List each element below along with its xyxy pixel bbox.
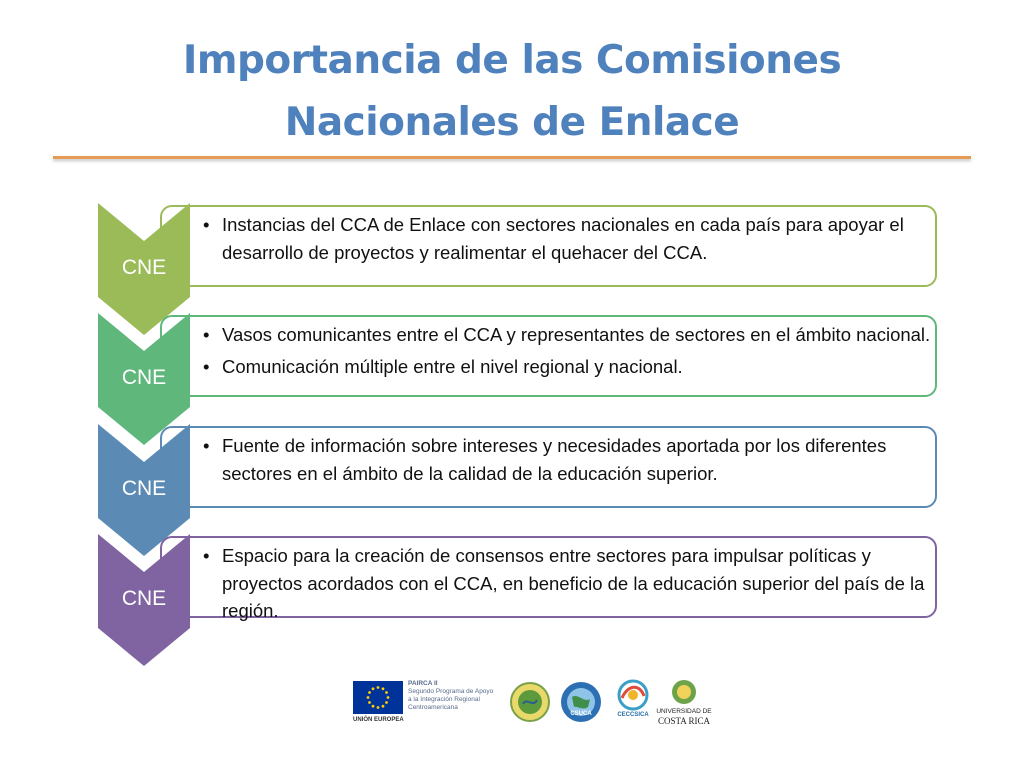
step-2-text-box bbox=[160, 315, 937, 397]
step-3-bullet-1 bbox=[198, 432, 938, 487]
step-1-bullet-1 bbox=[198, 211, 938, 266]
step-1-label: CNE bbox=[121, 256, 167, 279]
slide-title bbox=[0, 30, 1024, 154]
slide-title-line-1: Importancia de las Comisiones bbox=[182, 38, 842, 83]
pairca-line-2: Segundo Programa de Apoyo bbox=[408, 688, 494, 695]
ucr-line-2: COSTA RICA bbox=[657, 716, 711, 726]
step-2-bullet-2-text: Comunicación múltiple entre el nivel regional y nacional. bbox=[222, 355, 683, 377]
step-2-bullet-2 bbox=[198, 353, 938, 381]
step-2-bullet-list bbox=[198, 321, 938, 384]
csuca-logo bbox=[560, 681, 602, 723]
ceccsica-logo bbox=[610, 678, 656, 728]
step-4-label: CNE bbox=[121, 587, 167, 610]
step-1-text-box bbox=[160, 205, 937, 287]
step-1-bullet-list bbox=[198, 211, 938, 270]
footer-logos bbox=[352, 676, 714, 730]
step-4-bullet-list bbox=[198, 542, 938, 629]
eu-stars-icon bbox=[353, 681, 403, 714]
step-4-text-box bbox=[160, 536, 937, 621]
step-2-bullet-1-text: Vasos comunicantes entre el CCA y representantes de sectores en el ámbito nacional. bbox=[222, 324, 931, 345]
step-3-bullet-1-text: Fuente de información sobre intereses y necesidades aportada por los diferentes sectores en el ámbito de la calidad de la educación superior. bbox=[222, 435, 887, 484]
step-4-bullet-1-text: Espacio para la creación de consensos entre sectores para impulsar políticas y proyectos acordados con el CCA, en beneficio de la educación superior del país de la región. bbox=[222, 545, 925, 621]
title-underline bbox=[53, 156, 971, 159]
ucr-line-1: UNIVERSIDAD DE bbox=[656, 708, 712, 715]
pairca-line-3: a la Integración Regional bbox=[408, 696, 480, 703]
ucr-logo bbox=[654, 678, 714, 728]
slide-title-line-2: Nacionales de Enlace bbox=[284, 100, 740, 145]
pairca-line-4: Centroamericana bbox=[408, 704, 458, 711]
seal-icon bbox=[510, 682, 550, 722]
eu-flag-logo bbox=[353, 681, 403, 714]
step-3-bullet-list bbox=[198, 432, 938, 491]
step-1-bullet-1-text: Instancias del CCA de Enlace con sectores nacionales en cada país para apoyar el desarrollo de proyectos y realimentar el quehacer del CCA. bbox=[222, 214, 904, 263]
step-2-label: CNE bbox=[121, 366, 167, 389]
bullet-dot: • bbox=[203, 545, 210, 566]
ucr-shield-icon bbox=[654, 678, 714, 706]
sica-seal-logo bbox=[510, 682, 550, 722]
step-3-label: CNE bbox=[121, 477, 167, 500]
process-step-4 bbox=[98, 534, 944, 666]
process-diagram bbox=[98, 203, 944, 673]
bullet-dot: • bbox=[203, 214, 210, 235]
pairca-line-1: PAIRCA II bbox=[408, 680, 438, 687]
step-4-chevron bbox=[98, 534, 190, 666]
eu-caption: UNIÓN EUROPEA bbox=[353, 717, 404, 723]
ceccsica-label: CECCSICA bbox=[617, 712, 649, 718]
csuca-label: CSUCA bbox=[570, 711, 592, 717]
bullet-dot: • bbox=[203, 324, 210, 345]
bullet-dot: • bbox=[203, 435, 210, 456]
bullet-dot: • bbox=[203, 355, 210, 377]
ceccsica-swirl-icon bbox=[610, 678, 656, 712]
step-3-text-box bbox=[160, 426, 937, 508]
step-4-bullet-1 bbox=[198, 542, 938, 625]
pairca-text bbox=[408, 680, 508, 712]
step-2-bullet-1 bbox=[198, 321, 938, 349]
